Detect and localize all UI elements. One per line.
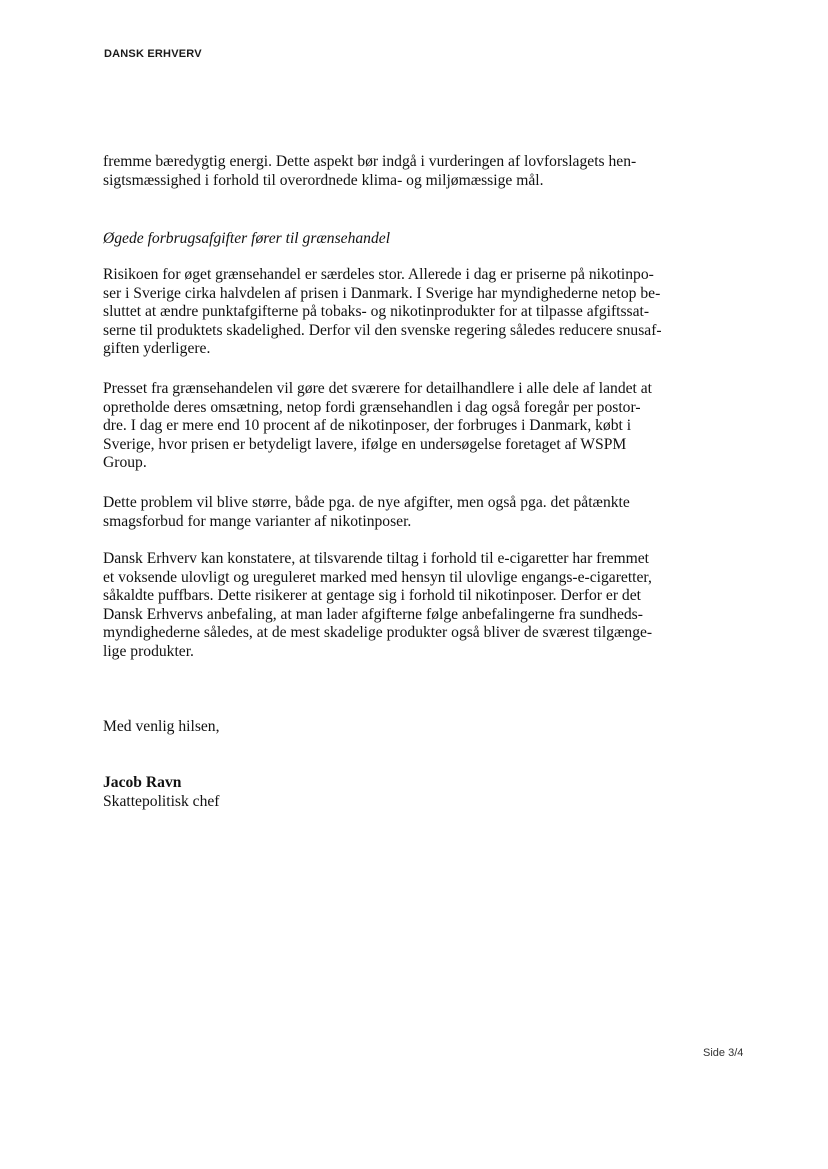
- text-line: Dette problem vil blive større, både pga. de nye afgifter, men også pga. det påtænkte: [103, 494, 630, 511]
- closing-greeting: Med venlig hilsen,: [103, 718, 220, 735]
- text-line: serne til produktets skadelighed. Derfor vil den svenske regering således reducere snusaf-: [103, 321, 662, 339]
- text-line: Dansk Erhverv kan konstatere, at tilsvarende tiltag i forhold til e-cigaretter har fremmet: [103, 550, 650, 567]
- section-heading: Øgede forbrugsafgifter fører til grænsehandel: [103, 230, 391, 247]
- paragraph-4: [103, 550, 723, 662]
- paragraph-3: [103, 494, 723, 531]
- organization-header: DANSK ERHVERV: [104, 48, 202, 60]
- text-line: Risikoen for øget grænsehandel er særdeles stor. Allerede i dag er priserne på nikotinpo-: [103, 266, 654, 283]
- paragraph-1: [103, 266, 723, 359]
- text-line: myndighederne således, at de mest skadelige produkter også bliver de sværest tilgænge-: [103, 624, 653, 642]
- text-line: et voksende ulovligt og ureguleret marked med hensyn til ulovlige engangs-e-cigaretter,: [103, 568, 652, 586]
- signatory-title: Skattepolitisk chef: [103, 793, 220, 810]
- text-line: fremme bæredygtig energi. Dette aspekt bør indgå i vurderingen af lovforslagets hen-: [103, 153, 637, 170]
- text-line: dre. I dag er mere end 10 procent af de nikotinposer, der forbruges i Danmark, købt i: [103, 417, 632, 435]
- signatory-name: Jacob Ravn: [103, 774, 182, 791]
- text-line: smagsforbud for mange varianter af nikotinposer.: [103, 512, 412, 530]
- text-line: Dansk Erhvervs anbefaling, at man lader afgifterne følge anbefalingerne fra sundheds-: [103, 605, 643, 623]
- text-line: ser i Sverige cirka halvdelen af prisen i Danmark. I Sverige har myndighederne netop be-: [103, 284, 661, 302]
- text-line: Presset fra grænsehandelen vil gøre det sværere for detailhandlere i alle dele af landet at: [103, 380, 653, 397]
- text-line: sigtsmæssighed i forhold til overordnede klima- og miljømæssige mål.: [103, 171, 544, 189]
- text-line: Group.: [103, 454, 147, 472]
- text-line: lige produkter.: [103, 642, 194, 660]
- page-number: Side 3/4: [703, 1047, 744, 1059]
- text-line: opretholde deres omsætning, netop fordi grænsehandlen i dag også foregår per postor-: [103, 398, 641, 416]
- text-line: giften yderligere.: [103, 340, 211, 358]
- text-line: sluttet at ændre punktafgifterne på tobaks- og nikotinprodukter for at tilpasse afgiftssat-: [103, 303, 650, 321]
- text-line: Sverige, hvor prisen er betydeligt lavere, ifølge en undersøgelse foretaget af WSPM: [103, 435, 627, 453]
- paragraph-2: [103, 380, 723, 473]
- text-line: såkaldte puffbars. Dette risikerer at gentage sig i forhold til nikotinposer. Derfor er det: [103, 587, 641, 605]
- intro-paragraph: [103, 153, 723, 190]
